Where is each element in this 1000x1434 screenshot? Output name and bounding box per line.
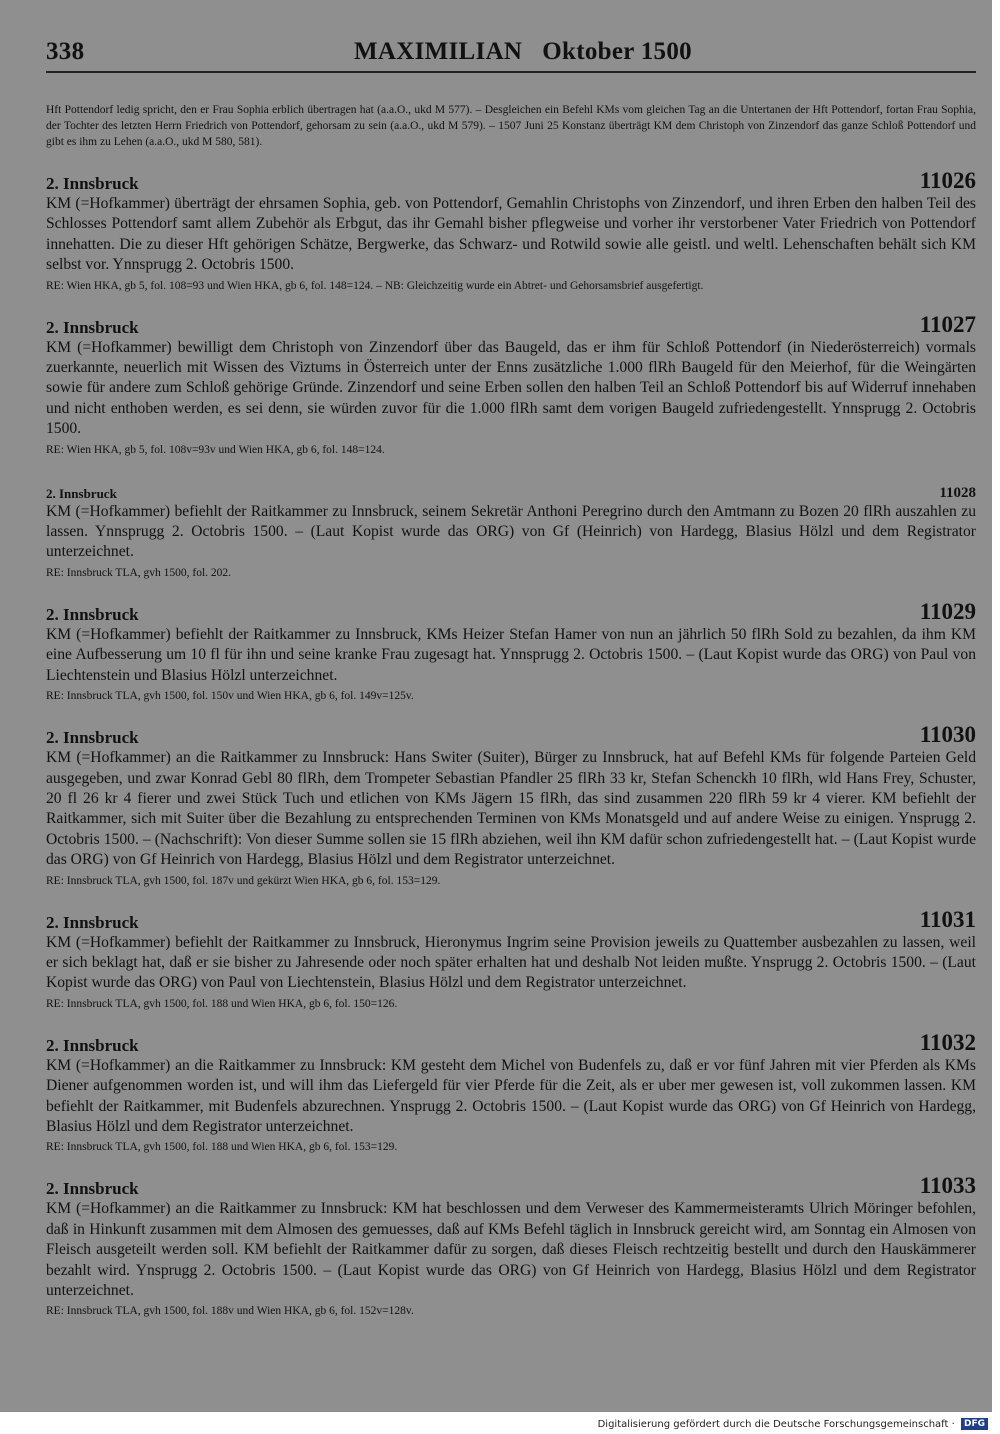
page-number: 338 (46, 38, 85, 65)
entry-text: KM (=Hofkammer) an die Raitkammer zu Innsbruck: KM hat beschlossen und dem Verweser des Kammermeisteramts Ulrich Möringer befohlen, daß in Hinkunft zusammen mit dem Almosen des gemuesses, daß auf KMs Befehl täglich in Innsbruck gereicht wird, am Sonntag ein Almosen von Fleisch ausgeteilt werden soll. KM befiehlt der Raitkammer dafür zu sorgen, daß dieses Fleisch rechtzeitig bestellt und durch den Hauskämmerer bezahlt wird. Ynsprugg 2. Octobris 1500. – (Laut Kopist wurde das ORG) von Gf Heinrich von Hardegg, Blasius Hölzl und dem Registrator unterzeichnet. (46, 1200, 976, 1299)
entry-date-place: 2. Innsbruck (46, 485, 117, 501)
intro-paragraph: Hft Pottendorf ledig spricht, den er Frau Sophia erblich übertragen hat (a.a.O., ukd M 577). – Desgleichen ein Befehl KMs vom gleichen Tag an die Untertanen der Hft Pottendorf, fortan Frau Sophia, der Tochter des letzten Herrn Friedrich von Pottendorf, gehorsam zu sein (a.a.O., ukd M 579). – 1507 Juni 25 Konstanz überträgt KM dem Christoph von Zinzendorf das ganze Schloß Pottendorf und gibt es ihm zu Lehen (a.a.O., ukd M 580, 581). (46, 104, 976, 148)
entry-heading (46, 906, 976, 933)
entry-number: 11030 (919, 722, 976, 748)
regest-entry (46, 598, 976, 704)
regest-entry (46, 906, 976, 1012)
entry-date-place: 2. Innsbruck (46, 317, 139, 337)
footer-credit: Digitalisierung gefördert durch die Deutsche Forschungsgemeinschaft · DFG (598, 1418, 988, 1430)
entry-text: KM (=Hofkammer) befiehlt der Raitkammer zu Innsbruck, seinem Sekretär Anthoni Peregrino durch den Amtmann zu Bozen 20 flRh auszahlen zu lassen. Ynnsprugg 2. Octobris 1500. – (Laut Kopist wurde das ORG) von Gf (Heinrich) von Hardegg, Blasius Hölzl und dem Registrator unterzeichnet. (46, 502, 976, 561)
entry-reference: RE: Innsbruck TLA, gvh 1500, fol. 188v und Wien HKA, gb 6, fol. 152v=128v. (46, 1305, 414, 1318)
running-title-name: MAXIMILIAN (354, 38, 523, 65)
entry-reference: RE: Innsbruck TLA, gvh 1500, fol. 150v und Wien HKA, gb 6, fol. 149v=125v. (46, 690, 414, 703)
entry-number: 11028 (939, 484, 976, 501)
entry-heading (46, 724, 976, 748)
regest-entries (46, 170, 976, 1319)
entry-text: KM (=Hofkammer) an die Raitkammer zu Innsbruck: KM gesteht dem Michel von Budenfels zu, daß er vor fünf Jahren mit vier Pferden als KMs Diener aufgenommen worden ist, und will ihm das Liefergeld für vier Pferde für die Zeit, als er uber mer gewesen ist, voll zukommen lassen. KM befiehlt der Raitkammer, mit Budenfels abzurechnen. Ynsprugg 2. Octobris 1500. – (Laut Kopist wurde das ORG) von Gf Heinrich von Hardegg, Blasius Hölzl und dem Registrator unterzeichnet. (46, 1056, 976, 1135)
regest-entry (46, 170, 976, 294)
regest-entry (46, 1175, 976, 1319)
entry-date-place: 2. Innsbruck (46, 604, 139, 624)
entry-heading (46, 1175, 976, 1199)
running-title-date: Oktober 1500 (542, 38, 692, 65)
entry-number: 11027 (919, 311, 976, 337)
regest-entry (46, 311, 976, 458)
entry-number: 11026 (919, 168, 976, 193)
entry-number: 11029 (919, 598, 976, 624)
entry-number: 11031 (919, 906, 976, 932)
dfg-logo: DFG (961, 1418, 988, 1430)
entry-reference: RE: Wien HKA, gb 5, fol. 108=93 und Wien HKA, gb 6, fol. 148=124. – NB: Gleichzeitig wurde ein Abtret- und Gehorsamsbrief ausgefertigt. (46, 279, 704, 292)
entry-date-place: 2. Innsbruck (46, 912, 139, 932)
entry-date-place: 2. Innsbruck (46, 1179, 139, 1199)
entry-date-place: 2. Innsbruck (46, 1035, 139, 1055)
entry-date-place: 2. Innsbruck (46, 728, 139, 748)
entry-text: KM (=Hofkammer) befiehlt der Raitkammer zu Innsbruck, Hieronymus Ingrim seine Provision jeweils zu Quattember ausbezahlen zu lassen, weil er sich beklagt hat, daß er sie bisher zu Jahresende oder noch später erhalten hat und deshalb Not leiden mußte. Ynsprugg 2. Octobris 1500. – (Laut Kopist wurde das ORG) von Paul von Liechtenstein, Blasius Hölzl und dem Registrator unterzeichnet. (46, 933, 976, 992)
entry-heading (46, 478, 976, 502)
entry-heading (46, 1029, 976, 1056)
entry-reference: RE: Innsbruck TLA, gvh 1500, fol. 202. (46, 566, 232, 579)
entry-text: KM (=Hofkammer) bewilligt dem Christoph von Zinzendorf über das Baugeld, das er ihm für Schloß Pottendorf (in Niederösterreich) vormals zuerkannte, neuerlich mit Wissen des Viztums in Österreich unter der Enns zusätzliche 1.000 flRh Baugeld für den Meierhof, für die Weingärten sowie für andere zum Schloß gehörige Gründe. Zinzendorf und seine Erben sollen den halben Teil an Schloß Pottendorf bis auf Widerruf innehaben und nicht enthoben werden, es sei denn, sie würden zuvor für die 1.000 flRh samt dem vorigen Baugeld zufriedengestellt. Ynnsprugg 2. Octobris 1500. (46, 338, 976, 438)
entry-text: KM (=Hofkammer) überträgt der ehrsamen Sophia, geb. von Pottendorf, Gemahlin Christophs von Zinzendorf, und ihren Erben den halben Teil des Schlosses Pottendorf samt allem Zubehör als Erbgut, das ihr Gemahl bisher pflegweise und vorher ihr verstorbener Vater Friedrich von Pottendorf innehatten. Die zu dieser Hft gehörigen Schätze, Bergwerke, das Schwarz- und Rotwild sowie alle geistl. und weltl. Lehenschaften behält sich KM selbst vor. Ynnsprugg 2. Octobris 1500. (46, 195, 976, 274)
regest-entry (46, 1029, 976, 1156)
entry-reference: RE: Innsbruck TLA, gvh 1500, fol. 188 und Wien HKA, gb 6, fol. 150=126. (46, 997, 398, 1010)
regest-entry (46, 724, 976, 888)
entry-heading (46, 598, 976, 625)
header-rule (46, 71, 976, 73)
footer-credit-text: Digitalisierung gefördert durch die Deutsche Forschungsgemeinschaft (597, 1419, 949, 1430)
running-title (354, 38, 692, 66)
entry-date-place: 2. Innsbruck (46, 174, 139, 193)
entry-reference: RE: Innsbruck TLA, gvh 1500, fol. 187v und gekürzt Wien HKA, gb 6, fol. 153=129. (46, 874, 441, 887)
document-body (46, 102, 976, 1319)
running-head (46, 38, 976, 70)
entry-heading (46, 311, 976, 338)
entry-reference: RE: Wien HKA, gb 5, fol. 108v=93v und Wien HKA, gb 6, fol. 148=124. (46, 443, 385, 456)
entry-number: 11032 (919, 1029, 976, 1055)
entry-text: KM (=Hofkammer) an die Raitkammer zu Innsbruck: Hans Switer (Suiter), Bürger zu Innsbruck, hat auf Befehl KMs für folgende Parteien Geld ausgegeben, und zwar Konrad Gebl 80 flRh, dem Trompeter Sebastian Pfandler 25 flRh 33 kr, Stefan Schenckh 10 flRh, wld Hans Frey, Schuster, 20 fl 26 kr 4 fierer und zwei Stück Tuch und etlichen von KMs Jägern 15 flRh, das sind zusammen 220 flRh 59 kr 4 vierer. KM befiehlt der Raitkammer, sich mit Suiter über die Bezahlung zu entsprechenden Terminen von KMs Monatsgeld und auf andere Weise zu einigen. Ynsprugg 2. Octobris 1500. – (Nachschrift): Von dieser Summe sollen sie 15 flRh abziehen, weil ihn KM dafür schon zufriedengestellt hat. – (Laut Kopist wurde das ORG) von Gf Heinrich von Hardegg, Blasius Hölzl und dem Registrator unterzeichnet. (46, 749, 976, 869)
regest-entry (46, 478, 976, 581)
entry-text: KM (=Hofkammer) befiehlt der Raitkammer zu Innsbruck, KMs Heizer Stefan Hamer von nun an jährlich 50 flRh Sold zu bezahlen, da ihm KM eine Aufbesserung um 10 fl für ihn und seine kranke Frau zugesagt hat. Ynnsprugg 2. Octobris 1500. – (Laut Kopist wurde das ORG) von Paul von Liechtenstein und Blasius Hölzl unterzeichnet. (46, 625, 976, 684)
entry-number: 11033 (919, 1173, 976, 1199)
entry-heading (46, 170, 976, 194)
entry-reference: RE: Innsbruck TLA, gvh 1500, fol. 188 und Wien HKA, gb 6, fol. 153=129. (46, 1141, 398, 1154)
